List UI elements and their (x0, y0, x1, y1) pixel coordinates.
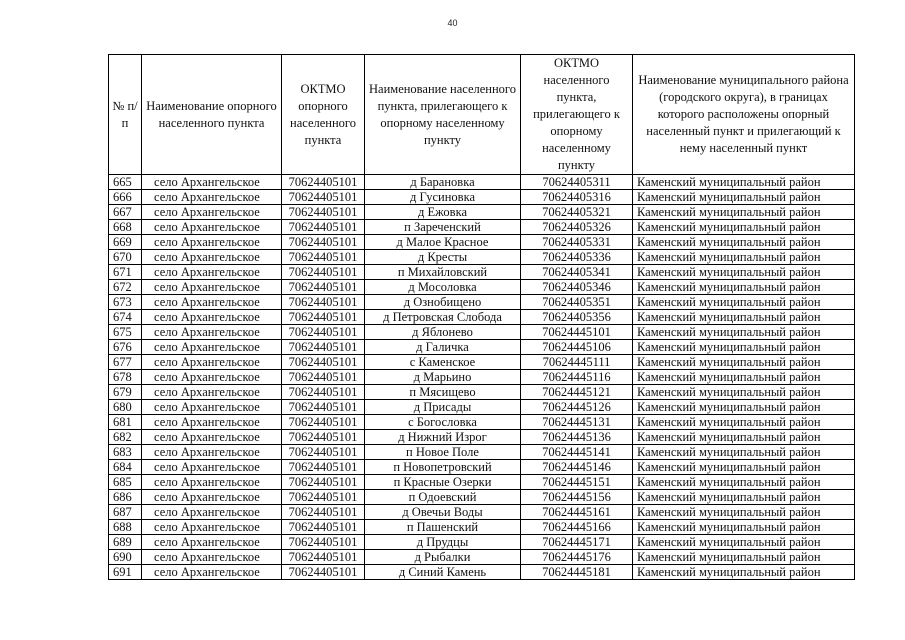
cell-main-name: село Архангельское (142, 325, 282, 340)
cell-main-name: село Архангельское (142, 535, 282, 550)
cell-district: Каменский муниципальный район (633, 385, 855, 400)
cell-num: 686 (109, 490, 142, 505)
cell-adjacent-oktmo: 70624405311 (521, 175, 633, 190)
table-row (109, 280, 855, 295)
cell-adjacent-name: д Рыбалки (365, 550, 521, 565)
table-row (109, 355, 855, 370)
cell-main-name: село Архангельское (142, 520, 282, 535)
cell-num: 674 (109, 310, 142, 325)
cell-adjacent-name: д Мосоловка (365, 280, 521, 295)
cell-num: 680 (109, 400, 142, 415)
cell-main-oktmo: 70624405101 (282, 505, 365, 520)
cell-district: Каменский муниципальный район (633, 400, 855, 415)
table-row (109, 235, 855, 250)
cell-adjacent-name: д Нижний Изрог (365, 430, 521, 445)
table-row (109, 550, 855, 565)
cell-main-oktmo: 70624405101 (282, 385, 365, 400)
header-num: № п/п (109, 55, 142, 175)
cell-adjacent-oktmo: 70624445171 (521, 535, 633, 550)
cell-adjacent-oktmo: 70624445131 (521, 415, 633, 430)
cell-main-name: село Архангельское (142, 400, 282, 415)
cell-num: 677 (109, 355, 142, 370)
cell-adjacent-oktmo: 70624445176 (521, 550, 633, 565)
cell-adjacent-oktmo: 70624445146 (521, 460, 633, 475)
cell-district: Каменский муниципальный район (633, 460, 855, 475)
cell-main-oktmo: 70624405101 (282, 250, 365, 265)
cell-main-oktmo: 70624405101 (282, 520, 365, 535)
cell-district: Каменский муниципальный район (633, 235, 855, 250)
cell-main-oktmo: 70624405101 (282, 475, 365, 490)
cell-main-name: село Архангельское (142, 340, 282, 355)
table-row (109, 205, 855, 220)
header-main-oktmo: ОКТМО опорного населенного пункта (282, 55, 365, 175)
cell-adjacent-oktmo: 70624445141 (521, 445, 633, 460)
cell-num: 669 (109, 235, 142, 250)
cell-adjacent-name: с Каменское (365, 355, 521, 370)
header-adjacent-oktmo: ОКТМО населенного пункта, прилегающего к опорному населенному пункту (521, 55, 633, 175)
cell-adjacent-oktmo: 70624445101 (521, 325, 633, 340)
table-row (109, 415, 855, 430)
cell-num: 688 (109, 520, 142, 535)
cell-adjacent-name: д Малое Красное (365, 235, 521, 250)
header-district: Наименование муниципального района (городского округа), в границах которого расположены опорный населенный пункт и прилегающий к нему населенный пункт (633, 55, 855, 175)
cell-district: Каменский муниципальный район (633, 535, 855, 550)
page-number: 40 (447, 18, 458, 28)
table-row (109, 250, 855, 265)
cell-main-oktmo: 70624405101 (282, 175, 365, 190)
cell-adjacent-name: п Мясищево (365, 385, 521, 400)
cell-adjacent-oktmo: 70624445106 (521, 340, 633, 355)
cell-adjacent-name: д Присады (365, 400, 521, 415)
cell-num: 690 (109, 550, 142, 565)
cell-adjacent-name: д Ознобищено (365, 295, 521, 310)
cell-num: 685 (109, 475, 142, 490)
cell-main-oktmo: 70624405101 (282, 565, 365, 580)
cell-main-name: село Архангельское (142, 355, 282, 370)
cell-main-oktmo: 70624405101 (282, 400, 365, 415)
cell-district: Каменский муниципальный район (633, 190, 855, 205)
cell-adjacent-name: д Синий Камень (365, 565, 521, 580)
cell-main-name: село Архангельское (142, 310, 282, 325)
cell-main-name: село Архангельское (142, 235, 282, 250)
table-row (109, 265, 855, 280)
cell-main-name: село Архангельское (142, 445, 282, 460)
cell-num: 672 (109, 280, 142, 295)
cell-main-oktmo: 70624405101 (282, 370, 365, 385)
cell-adjacent-oktmo: 70624445156 (521, 490, 633, 505)
cell-district: Каменский муниципальный район (633, 175, 855, 190)
cell-main-oktmo: 70624405101 (282, 550, 365, 565)
cell-main-oktmo: 70624405101 (282, 205, 365, 220)
cell-num: 665 (109, 175, 142, 190)
cell-main-name: село Архангельское (142, 190, 282, 205)
cell-district: Каменский муниципальный район (633, 265, 855, 280)
cell-main-name: село Архангельское (142, 505, 282, 520)
cell-main-name: село Архангельское (142, 220, 282, 235)
cell-num: 668 (109, 220, 142, 235)
cell-adjacent-oktmo: 70624405321 (521, 205, 633, 220)
cell-adjacent-name: д Прудцы (365, 535, 521, 550)
cell-adjacent-oktmo: 70624445181 (521, 565, 633, 580)
cell-adjacent-name: д Яблонево (365, 325, 521, 340)
settlements-table (108, 54, 855, 580)
cell-adjacent-oktmo: 70624445116 (521, 370, 633, 385)
cell-main-oktmo: 70624405101 (282, 430, 365, 445)
cell-adjacent-oktmo: 70624405351 (521, 295, 633, 310)
cell-district: Каменский муниципальный район (633, 205, 855, 220)
cell-district: Каменский муниципальный район (633, 370, 855, 385)
table-row (109, 400, 855, 415)
cell-adjacent-oktmo: 70624405341 (521, 265, 633, 280)
cell-adjacent-oktmo: 70624405336 (521, 250, 633, 265)
cell-adjacent-oktmo: 70624445126 (521, 400, 633, 415)
cell-num: 689 (109, 535, 142, 550)
table-row (109, 475, 855, 490)
cell-main-oktmo: 70624405101 (282, 265, 365, 280)
table-row (109, 310, 855, 325)
cell-adjacent-name: п Михайловский (365, 265, 521, 280)
cell-num: 679 (109, 385, 142, 400)
table-row (109, 535, 855, 550)
cell-district: Каменский муниципальный район (633, 520, 855, 535)
cell-adjacent-oktmo: 70624445166 (521, 520, 633, 535)
cell-adjacent-oktmo: 70624405346 (521, 280, 633, 295)
cell-num: 666 (109, 190, 142, 205)
table-row (109, 430, 855, 445)
cell-main-name: село Архангельское (142, 565, 282, 580)
cell-district: Каменский муниципальный район (633, 220, 855, 235)
table-row (109, 340, 855, 355)
cell-main-name: село Архангельское (142, 370, 282, 385)
cell-num: 684 (109, 460, 142, 475)
cell-adjacent-name: д Марьино (365, 370, 521, 385)
cell-adjacent-name: д Галичка (365, 340, 521, 355)
cell-adjacent-oktmo: 70624405316 (521, 190, 633, 205)
cell-num: 675 (109, 325, 142, 340)
cell-main-oktmo: 70624405101 (282, 295, 365, 310)
cell-district: Каменский муниципальный район (633, 340, 855, 355)
header-adjacent-name: Наименование населенного пункта, прилегающего к опорному населенному пункту (365, 55, 521, 175)
cell-adjacent-name: д Петровская Слобода (365, 310, 521, 325)
table-header-row (109, 55, 855, 175)
cell-main-oktmo: 70624405101 (282, 490, 365, 505)
table-row (109, 190, 855, 205)
cell-main-oktmo: 70624405101 (282, 340, 365, 355)
cell-main-name: село Архангельское (142, 175, 282, 190)
cell-adjacent-name: п Зареченский (365, 220, 521, 235)
cell-adjacent-oktmo: 70624445111 (521, 355, 633, 370)
cell-num: 667 (109, 205, 142, 220)
cell-main-oktmo: 70624405101 (282, 280, 365, 295)
cell-adjacent-name: п Новое Поле (365, 445, 521, 460)
cell-district: Каменский муниципальный район (633, 310, 855, 325)
cell-num: 676 (109, 340, 142, 355)
cell-adjacent-oktmo: 70624405331 (521, 235, 633, 250)
cell-main-name: село Архангельское (142, 250, 282, 265)
cell-district: Каменский муниципальный район (633, 250, 855, 265)
cell-district: Каменский муниципальный район (633, 475, 855, 490)
cell-num: 673 (109, 295, 142, 310)
table-row (109, 370, 855, 385)
cell-main-oktmo: 70624405101 (282, 355, 365, 370)
cell-district: Каменский муниципальный район (633, 490, 855, 505)
cell-main-name: село Архангельское (142, 490, 282, 505)
table-row (109, 445, 855, 460)
cell-adjacent-name: д Кресты (365, 250, 521, 265)
cell-main-name: село Архангельское (142, 475, 282, 490)
cell-num: 681 (109, 415, 142, 430)
cell-num: 687 (109, 505, 142, 520)
cell-num: 671 (109, 265, 142, 280)
table-row (109, 295, 855, 310)
cell-main-name: село Архангельское (142, 415, 282, 430)
cell-main-name: село Архангельское (142, 205, 282, 220)
cell-district: Каменский муниципальный район (633, 355, 855, 370)
cell-num: 678 (109, 370, 142, 385)
cell-main-name: село Архангельское (142, 460, 282, 475)
cell-adjacent-name: п Новопетровский (365, 460, 521, 475)
table-row (109, 490, 855, 505)
cell-district: Каменский муниципальный район (633, 550, 855, 565)
table-body (109, 175, 855, 580)
table-row (109, 520, 855, 535)
cell-adjacent-name: д Барановка (365, 175, 521, 190)
table-row (109, 565, 855, 580)
cell-adjacent-oktmo: 70624445151 (521, 475, 633, 490)
cell-main-name: село Архангельское (142, 385, 282, 400)
cell-district: Каменский муниципальный район (633, 445, 855, 460)
cell-district: Каменский муниципальный район (633, 295, 855, 310)
cell-main-oktmo: 70624405101 (282, 415, 365, 430)
cell-main-oktmo: 70624405101 (282, 235, 365, 250)
cell-main-oktmo: 70624405101 (282, 445, 365, 460)
cell-main-oktmo: 70624405101 (282, 310, 365, 325)
cell-main-name: село Архангельское (142, 265, 282, 280)
cell-district: Каменский муниципальный район (633, 325, 855, 340)
table-row (109, 505, 855, 520)
cell-adjacent-oktmo: 70624405356 (521, 310, 633, 325)
header-main-name: Наименование опорного населенного пункта (142, 55, 282, 175)
table-row (109, 175, 855, 190)
cell-adjacent-name: п Пашенский (365, 520, 521, 535)
cell-main-name: село Архангельское (142, 430, 282, 445)
cell-district: Каменский муниципальный район (633, 415, 855, 430)
cell-adjacent-oktmo: 70624445121 (521, 385, 633, 400)
cell-main-name: село Архангельское (142, 295, 282, 310)
cell-district: Каменский муниципальный район (633, 505, 855, 520)
cell-main-name: село Архангельское (142, 550, 282, 565)
cell-main-oktmo: 70624405101 (282, 460, 365, 475)
cell-district: Каменский муниципальный район (633, 565, 855, 580)
table-row (109, 325, 855, 340)
cell-adjacent-name: д Гусиновка (365, 190, 521, 205)
cell-main-oktmo: 70624405101 (282, 325, 365, 340)
table-row (109, 460, 855, 475)
cell-adjacent-name: д Овечьи Воды (365, 505, 521, 520)
cell-adjacent-oktmo: 70624445161 (521, 505, 633, 520)
cell-adjacent-name: п Красные Озерки (365, 475, 521, 490)
cell-main-oktmo: 70624405101 (282, 535, 365, 550)
cell-num: 682 (109, 430, 142, 445)
cell-adjacent-name: д Ежовка (365, 205, 521, 220)
cell-main-oktmo: 70624405101 (282, 220, 365, 235)
cell-adjacent-oktmo: 70624405326 (521, 220, 633, 235)
cell-district: Каменский муниципальный район (633, 280, 855, 295)
cell-num: 683 (109, 445, 142, 460)
cell-adjacent-name: п Одоевский (365, 490, 521, 505)
cell-num: 670 (109, 250, 142, 265)
cell-adjacent-name: с Богословка (365, 415, 521, 430)
cell-district: Каменский муниципальный район (633, 430, 855, 445)
cell-num: 691 (109, 565, 142, 580)
cell-adjacent-oktmo: 70624445136 (521, 430, 633, 445)
table-row (109, 385, 855, 400)
cell-main-oktmo: 70624405101 (282, 190, 365, 205)
cell-main-name: село Архангельское (142, 280, 282, 295)
table-row (109, 220, 855, 235)
